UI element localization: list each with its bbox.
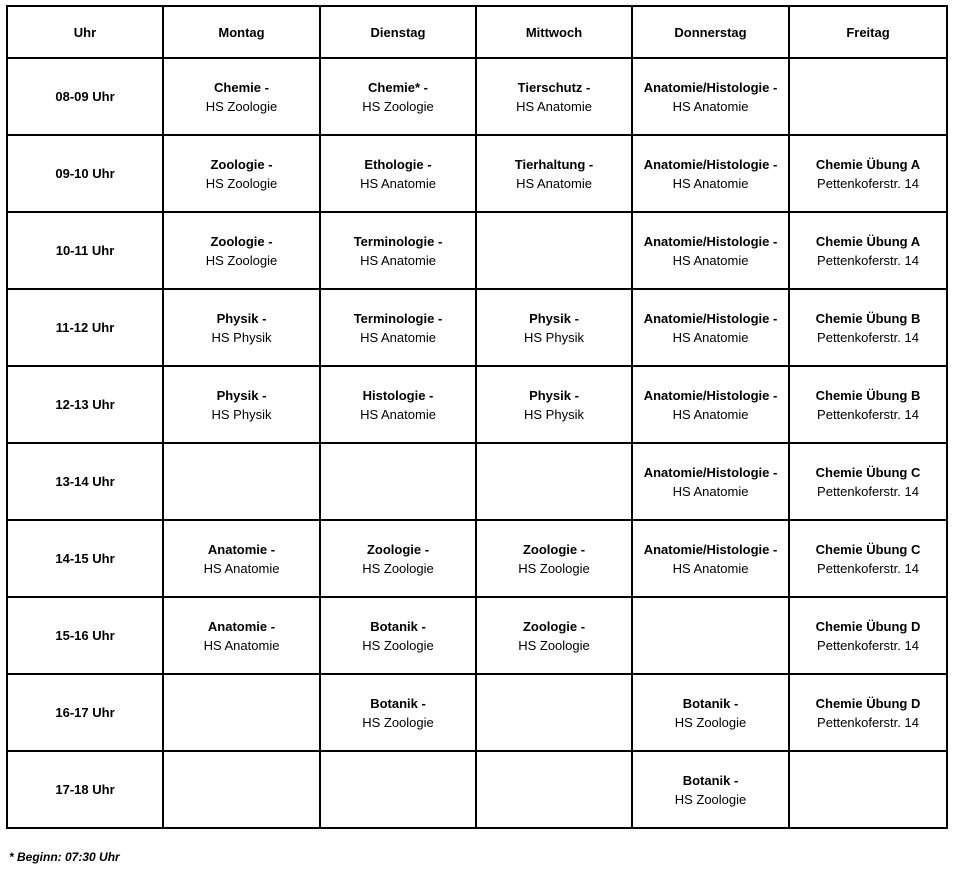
schedule-cell — [632, 751, 789, 828]
schedule-cell — [476, 289, 632, 366]
header-row — [7, 6, 947, 58]
course-name: Terminologie - — [353, 310, 443, 326]
schedule-cell — [632, 135, 789, 212]
course-room: HS Anatomie — [672, 406, 749, 422]
schedule-cell — [632, 212, 789, 289]
course-room: HS Physik — [524, 329, 584, 345]
course-name: Botanik - — [370, 695, 426, 711]
time-slot-label: 10-11 Uhr — [7, 212, 163, 289]
course-room: Pettenkoferstr. 14 — [817, 714, 919, 730]
course-name: Botanik - — [370, 618, 426, 634]
course-name: Chemie Übung B — [815, 310, 921, 326]
course-room: Pettenkoferstr. 14 — [817, 406, 919, 422]
course-name: Anatomie/Histologie - — [643, 310, 778, 326]
time-slot-label: 16-17 Uhr — [7, 674, 163, 751]
time-slot-label: 15-16 Uhr — [7, 597, 163, 674]
schedule-cell — [163, 751, 320, 828]
course-room: HS Anatomie — [672, 98, 749, 114]
course-name: Chemie Übung D — [815, 695, 921, 711]
course-name: Anatomie/Histologie - — [643, 541, 778, 557]
schedule-cell — [789, 135, 947, 212]
table-row — [7, 366, 947, 443]
time-slot-label: 13-14 Uhr — [7, 443, 163, 520]
course-room: HS Zoologie — [674, 714, 747, 730]
course-room: HS Zoologie — [205, 252, 278, 268]
course-room: Pettenkoferstr. 14 — [817, 329, 919, 345]
course-room: HS Zoologie — [205, 175, 278, 191]
course-room: HS Zoologie — [518, 637, 590, 653]
footnote: * Beginn: 07:30 Uhr — [9, 850, 120, 864]
table-row — [7, 443, 947, 520]
course-name: Zoologie - — [210, 156, 273, 172]
schedule-cell — [632, 366, 789, 443]
table-row — [7, 520, 947, 597]
course-room: HS Anatomie — [360, 175, 436, 191]
course-room: HS Zoologie — [362, 714, 434, 730]
schedule-cell — [320, 443, 476, 520]
schedule-cell — [476, 597, 632, 674]
course-name: Anatomie/Histologie - — [643, 233, 778, 249]
course-room: Pettenkoferstr. 14 — [817, 483, 919, 499]
table-row — [7, 58, 947, 135]
header-time: Uhr — [7, 6, 163, 58]
course-name: Botanik - — [682, 772, 739, 788]
schedule-cell — [163, 289, 320, 366]
table-row — [7, 674, 947, 751]
course-room: HS Anatomie — [203, 560, 280, 576]
course-name: Ethologie - — [364, 156, 432, 172]
table-row — [7, 289, 947, 366]
course-name: Chemie* - — [368, 79, 428, 95]
course-name: Physik - — [529, 310, 579, 326]
schedule-cell — [320, 751, 476, 828]
course-room: HS Anatomie — [360, 406, 436, 422]
course-room: HS Anatomie — [672, 252, 749, 268]
course-room: HS Anatomie — [516, 98, 592, 114]
schedule-cell — [320, 289, 476, 366]
schedule-cell — [163, 58, 320, 135]
course-name: Anatomie/Histologie - — [643, 156, 778, 172]
schedule-cell — [476, 751, 632, 828]
schedule-cell — [789, 443, 947, 520]
schedule-cell — [476, 674, 632, 751]
course-name: Anatomie/Histologie - — [643, 464, 778, 480]
course-room: Pettenkoferstr. 14 — [817, 637, 919, 653]
table-row — [7, 135, 947, 212]
schedule-cell — [163, 212, 320, 289]
course-room: HS Zoologie — [674, 791, 747, 807]
course-name: Anatomie/Histologie - — [643, 79, 778, 95]
course-room: HS Anatomie — [360, 252, 436, 268]
course-name: Zoologie - — [210, 233, 273, 249]
time-slot-label: 11-12 Uhr — [7, 289, 163, 366]
course-room: HS Anatomie — [516, 175, 592, 191]
course-room: HS Anatomie — [360, 329, 436, 345]
timetable-body — [7, 58, 947, 828]
schedule-cell — [320, 597, 476, 674]
course-name: Anatomie - — [207, 541, 276, 557]
header-day-donnerstag: Donnerstag — [632, 6, 789, 58]
time-slot-label: 17-18 Uhr — [7, 751, 163, 828]
course-room: HS Zoologie — [362, 637, 434, 653]
course-name: Zoologie - — [522, 618, 586, 634]
course-name: Terminologie - — [353, 233, 443, 249]
time-slot-label: 09-10 Uhr — [7, 135, 163, 212]
course-room: HS Physik — [524, 406, 584, 422]
schedule-cell — [476, 520, 632, 597]
table-row — [7, 751, 947, 828]
schedule-cell — [163, 674, 320, 751]
course-room: Pettenkoferstr. 14 — [817, 560, 919, 576]
schedule-cell — [632, 520, 789, 597]
course-room: HS Physik — [211, 406, 272, 422]
course-room: HS Anatomie — [672, 560, 749, 576]
schedule-cell — [789, 751, 947, 828]
schedule-cell — [632, 443, 789, 520]
schedule-cell — [476, 135, 632, 212]
schedule-cell — [632, 674, 789, 751]
course-name: Chemie Übung D — [815, 618, 921, 634]
schedule-cell — [632, 58, 789, 135]
course-name: Tierhaltung - — [514, 156, 594, 172]
schedule-cell — [789, 520, 947, 597]
course-name: Chemie Übung B — [815, 387, 921, 403]
timetable — [6, 5, 948, 829]
schedule-cell — [476, 212, 632, 289]
schedule-cell — [789, 58, 947, 135]
schedule-cell — [789, 366, 947, 443]
table-row — [7, 597, 947, 674]
course-name: Tierschutz - — [517, 79, 591, 95]
schedule-cell — [163, 520, 320, 597]
schedule-cell — [632, 289, 789, 366]
course-name: Botanik - — [682, 695, 739, 711]
time-slot-label: 14-15 Uhr — [7, 520, 163, 597]
schedule-cell — [789, 212, 947, 289]
course-name: Physik - — [529, 387, 579, 403]
schedule-cell — [163, 597, 320, 674]
course-room: HS Anatomie — [672, 175, 749, 191]
course-room: Pettenkoferstr. 14 — [817, 252, 919, 268]
course-name: Chemie - — [214, 79, 269, 95]
course-name: Histologie - — [362, 387, 434, 403]
schedule-cell — [320, 366, 476, 443]
course-name: Chemie Übung A — [815, 156, 921, 172]
course-name: Anatomie/Histologie - — [643, 387, 778, 403]
course-room: HS Zoologie — [362, 98, 434, 114]
schedule-cell — [320, 58, 476, 135]
course-room: HS Anatomie — [672, 329, 749, 345]
course-room: HS Anatomie — [672, 483, 749, 499]
schedule-cell — [163, 366, 320, 443]
course-room: HS Zoologie — [518, 560, 590, 576]
table-row — [7, 212, 947, 289]
schedule-cell — [320, 212, 476, 289]
course-room: HS Anatomie — [203, 637, 280, 653]
schedule-cell — [789, 289, 947, 366]
schedule-cell — [163, 443, 320, 520]
schedule-cell — [476, 443, 632, 520]
schedule-cell — [476, 58, 632, 135]
schedule-cell — [163, 135, 320, 212]
course-room: Pettenkoferstr. 14 — [817, 175, 919, 191]
course-room: HS Physik — [211, 329, 272, 345]
schedule-cell — [789, 597, 947, 674]
course-room: HS Zoologie — [362, 560, 434, 576]
schedule-cell — [320, 674, 476, 751]
course-name: Chemie Übung C — [815, 464, 921, 480]
header-day-montag: Montag — [163, 6, 320, 58]
course-name: Zoologie - — [522, 541, 586, 557]
time-slot-label: 12-13 Uhr — [7, 366, 163, 443]
course-name: Chemie Übung A — [815, 233, 921, 249]
header-day-mittwoch: Mittwoch — [476, 6, 632, 58]
schedule-cell — [320, 520, 476, 597]
course-name: Zoologie - — [366, 541, 430, 557]
schedule-cell — [632, 597, 789, 674]
schedule-cell — [476, 366, 632, 443]
header-day-dienstag: Dienstag — [320, 6, 476, 58]
course-name: Anatomie - — [207, 618, 276, 634]
course-name: Physik - — [216, 310, 267, 326]
course-name: Chemie Übung C — [815, 541, 921, 557]
course-room: HS Zoologie — [205, 98, 278, 114]
header-day-freitag: Freitag — [789, 6, 947, 58]
schedule-cell — [320, 135, 476, 212]
schedule-cell — [789, 674, 947, 751]
course-name: Physik - — [216, 387, 267, 403]
time-slot-label: 08-09 Uhr — [7, 58, 163, 135]
